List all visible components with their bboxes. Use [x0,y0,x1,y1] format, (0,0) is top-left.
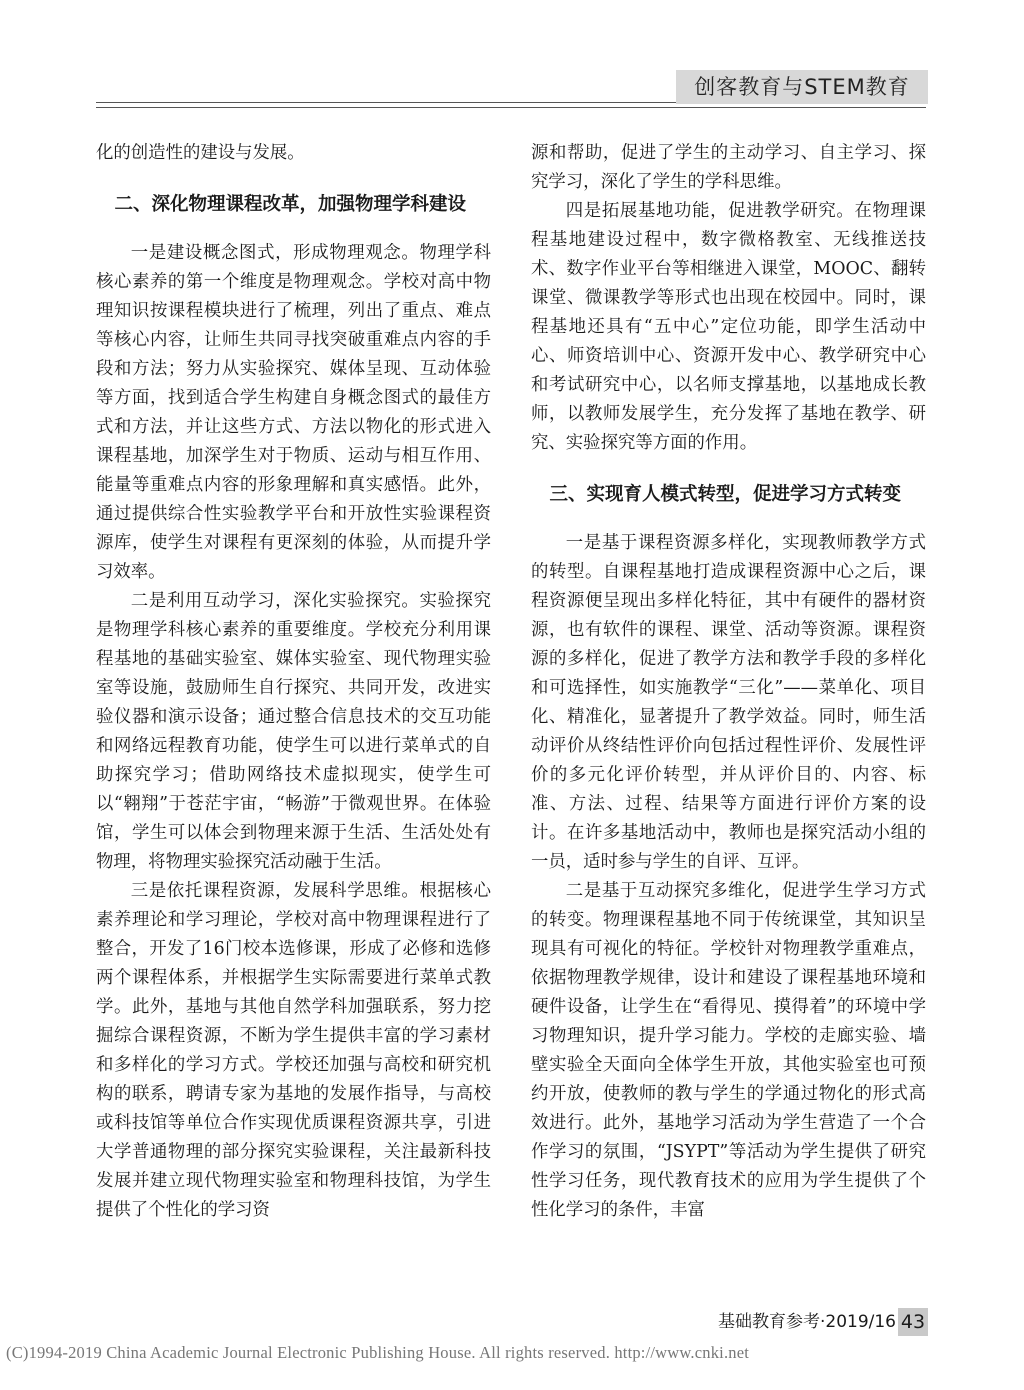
paragraph: 四是拓展基地功能，促进教学研究。在物理课程基地建设过程中，数字微格教室、无线推送技术、数字作业平台等相继进入课堂，MOOC、翻转课堂、微课教学等形式也出现在校园中。同时，课程基地还具有“五中心”定位功能，即学生活动中心、师资培训中心、资源开发中心、教学研究中心和考试研究中心，以名师支撑基地，以基地成长教师，以教师发展学生，充分发挥了基地在教学、研究、实验探究等方面的作用。 [531,201,926,453]
page-number: 43 [898,1308,928,1336]
left-column [96,139,491,1225]
paragraph: 二是基于互动探究多维化，促进学生学习方式的转变。物理课程基地不同于传统课堂，其知识呈现具有可视化的特征。学校针对物理教学重难点，依据物理教学规律，设计和建设了课程基地环境和硬件设备，让学生在“看得见、摸得着”的环境中学习物理知识，提升学习能力。学校的走廊实验、墙壁实验全天面向全体学生开放，其他实验室也可预约开放，使教师的教与学生的学通过物化的形式高效进行。此外，基地学习活动为学生营造了一个合作学习的氛围，“JSYPT”等活动为学生提供了研究性学习任务，现代教育技术的应用为学生提供了个性化学习的条件，丰富 [531,881,926,1220]
journal-info: 基础教育参考·2019/16 [717,1312,896,1332]
paragraph: 化的创造性的建设与发展。 [96,143,305,163]
paragraph: 一是基于课程资源多样化，实现教师教学方式的转型。自课程基地打造成课程资源中心之后，课程资源便呈现出多样化特征，其中有硬件的器材资源，也有软件的课程、课堂、活动等资源。课程资源的多样化，促进了教学方法和教学手段的多样化和可选择性，如实施教学“三化”——菜单化、项目化、精准化，显著提升了教学效益。同时，师生活动评价从终结性评价向包括过程性评价、发展性评价的多元化评价转型，并从评价目的、内容、标准、方法、过程、结果等方面进行评价方案的设计。在许多基地活动中，教师也是探究活动小组的一员，适时参与学生的自评、互评。 [531,533,926,872]
paragraph: 三是依托课程资源，发展科学思维。根据核心素养理论和学习理论，学校对高中物理课程进行了整合，开发了16门校本选修课，形成了必修和选修两个课程体系，并根据学生实际需要进行菜单式教学。此外，基地与其他自然学科加强联系，努力挖掘综合课程资源，不断为学生提供丰富的学习素材和多样化的学习方式。学校还加强与高校和研究机构的联系，聘请专家为基地的发展作指导，与高校或科技馆等单位合作实现优质课程资源共享，引进大学普通物理的部分探究实验课程，关注最新科技发展并建立现代物理实验室和物理科技馆，为学生提供了个性化的学习资 [96,881,491,1220]
copyright-notice: (C)1994-2019 China Academic Journal Electronic Publishing House. All rights reserved. http://www.cnki.net [6,1343,750,1362]
section-heading: 三、实现育人模式转型，促进学习方式转变 [549,484,902,505]
paragraph: 一是建设概念图式，形成物理观念。物理学科核心素养的第一个维度是物理观念。学校对高中物理知识按课程模块进行了梳理，列出了重点、难点等核心内容，让师生共同寻找突破重难点内容的手段和方法；努力从实验探究、媒体呈现、互动体验等方面，找到适合学生构建自身概念图式的最佳方式和方法，并让这些方式、方法以物化的形式进入课程基地，加深学生对于物质、运动与相互作用、能量等重难点内容的形象理解和真实感悟。此外，通过提供综合性实验教学平台和开放性实验课程资源库，使学生对课程有更深刻的体验，从而提升学习效率。 [96,243,491,582]
paragraph: 源和帮助，促进了学生的主动学习、自主学习、探究学习，深化了学生的学科思维。 [531,143,926,192]
section-heading: 二、深化物理课程改革，加强物理学科建设 [114,194,467,215]
page-footer [700,1306,928,1338]
paragraph: 二是利用互动学习，深化实验探究。实验探究是物理学科核心素养的重要维度。学校充分利用课程基地的基础实验室、媒体实验室、现代物理实验室等设施，鼓励师生自行探究、共同开发，改进实验仪器和演示设备；通过整合信息技术的交互功能和网络远程教育功能，使学生可以进行菜单式的自助探究学习；借助网络技术虚拟现实，使学生可以“翱翔”于苍茫宇宙，“畅游”于微观世界。在体验馆，学生可以体会到物理来源于生活、生活处处有物理，将物理实验探究活动融于生活。 [96,591,491,872]
section-title: 创客教育与STEM教育 [676,70,928,104]
right-column [531,139,926,1225]
